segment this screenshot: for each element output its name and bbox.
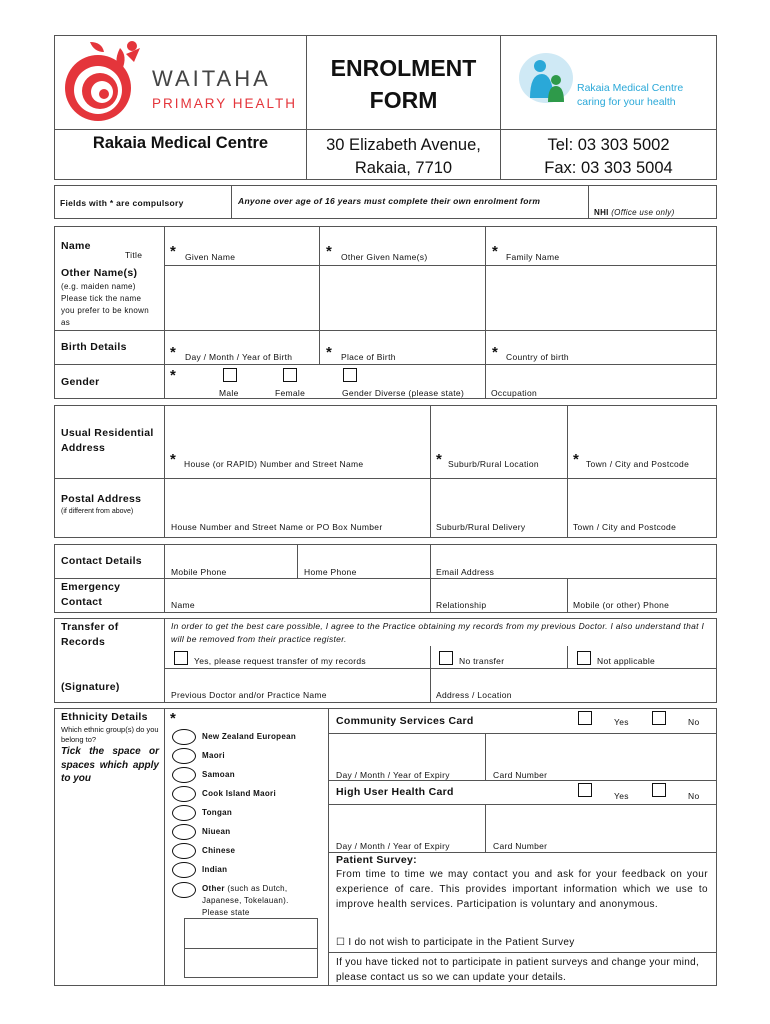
ethnicity-option-label: Maori [202,751,225,760]
address-line1: 30 Elizabeth Avenue, [326,136,481,154]
nhi-label: NHI [594,208,609,217]
gender-diverse-checkbox[interactable] [343,368,357,382]
ethnicity-option-label: New Zealand European [202,732,297,741]
csc-no-checkbox[interactable] [652,711,666,725]
huhc-number-field[interactable]: Card Number [493,841,548,851]
survey-optout-checkbox[interactable]: ☐ I do not wish to participate in the Patient Survey [336,937,575,948]
given-name-field[interactable]: Given Name [185,252,236,262]
huhc-yes-label: Yes [614,791,629,801]
previous-address-field[interactable]: Address / Location [436,690,512,700]
family-name-field[interactable]: Family Name [506,252,560,262]
nhi-field[interactable] [594,208,675,217]
transfer-na-label: Not applicable [597,656,656,666]
postal-address-note: (if different from above) [61,508,134,515]
emergency-name-field[interactable]: Name [171,600,195,610]
gender-label: Gender [61,376,100,388]
place-of-birth-field[interactable]: Place of Birth [341,352,396,362]
ethnicity-option-radio[interactable] [172,862,196,878]
practice-phone [501,134,716,180]
ethnicity-option-label: Cook Island Maori [202,789,276,798]
home-phone-field[interactable]: Home Phone [304,567,357,577]
waitaha-swirl-icon [60,38,150,126]
form-title-line1: ENROLMENT [330,55,477,81]
postal-suburb-field[interactable]: Suburb/Rural Delivery [436,522,526,532]
huhc-no-label: No [688,791,700,801]
ethnicity-option-radio[interactable] [172,824,196,840]
practice-address [307,134,500,180]
rakaia-logo-name: Rakaia Medical Centre [577,82,684,94]
ethnicity-option-label: Chinese [202,846,236,855]
name-label: Name [61,240,91,252]
survey-body: From time to time we may contact you and ask for your feedback on your experience of care. This provides important information which we use to improve health services. Participation is voluntary and anonymous. [336,869,708,910]
age-notice: Anyone over age of 16 years must complete their own enrolment form [238,196,541,206]
postal-town-field[interactable]: Town / City and Postcode [573,522,677,532]
relationship-field[interactable]: Relationship [436,600,487,610]
ethnicity-option-radio[interactable] [172,748,196,764]
female-label: Female [275,388,306,398]
form-title [307,52,500,116]
ethnicity-question: Which ethnic group(s) do you belong to? [61,725,159,744]
nhi-note: (Office use only) [611,208,675,217]
required-marker: * [170,367,176,384]
required-marker: * [436,451,442,468]
required-marker: * [170,451,176,468]
ethnicity-option-radio[interactable] [172,805,196,821]
transfer-statement: In order to get the best care possible, I agree to the Practice obtaining my records from my previous Doctor. I also understand that I will be removed from their practice register. [171,621,705,644]
house-street-field[interactable]: House (or RAPID) Number and Street Name [184,459,364,469]
required-marker: * [326,243,332,260]
csc-expiry-field[interactable]: Day / Month / Year of Expiry [336,770,450,780]
required-marker: * [573,451,579,468]
ethnicity-option-radio[interactable] [172,786,196,802]
ethnicity-option-label: Tongan [202,808,233,817]
huhc-no-checkbox[interactable] [652,783,666,797]
previous-doctor-field[interactable]: Previous Doctor and/or Practice Name [171,690,327,700]
dob-field[interactable]: Day / Month / Year of Birth [185,352,293,362]
waitaha-subtitle: PRIMARY HEALTH [152,96,298,111]
suburb-field[interactable]: Suburb/Rural Location [448,459,539,469]
csc-yes-checkbox[interactable] [578,711,592,725]
mobile-phone-field[interactable]: Mobile Phone [171,567,227,577]
other-given-name-field[interactable]: Other Given Name(s) [341,252,428,262]
transfer-no-label: No transfer [459,656,505,666]
other-note: (such as Dutch, Japanese, Tokelauan). Please state [202,884,289,917]
csc-number-field[interactable]: Card Number [493,770,548,780]
title-field[interactable]: Title [125,250,143,260]
address-line2: Rakaia, 7710 [354,159,453,177]
contact-details-label: Contact Details [61,555,142,567]
male-label: Male [219,388,239,398]
required-marker: * [492,344,498,361]
required-marker: * [170,710,176,727]
community-services-card-label: Community Services Card [336,715,474,727]
ethnicity-option-radio[interactable] [172,729,196,745]
transfer-na-checkbox[interactable] [577,651,591,665]
fax: Fax: 03 303 5004 [544,159,673,177]
form-title-line2: FORM [369,87,438,113]
ethnicity-option-label: Samoan [202,770,235,779]
transfer-records-label: Transfer of Records [61,621,119,648]
required-marker: * [492,243,498,260]
ethnicity-label: Ethnicity Details [61,711,148,723]
huhc-expiry-field[interactable]: Day / Month / Year of Expiry [336,841,450,851]
country-of-birth-field[interactable]: Country of birth [506,352,569,362]
ethnicity-option-label: Indian [202,865,228,874]
occupation-field[interactable]: Occupation [491,388,537,398]
gender-female-checkbox[interactable] [283,368,297,382]
rakaia-logo [518,52,578,108]
other-names-label: Other Name(s) [61,267,138,279]
emergency-mobile-field[interactable]: Mobile (or other) Phone [573,600,670,610]
ethnicity-instruction: Tick the space or spaces which apply to you [61,746,159,784]
town-postcode-field[interactable]: Town / City and Postcode [586,459,690,469]
ethnicity-other-input[interactable] [184,918,318,978]
diverse-label: Gender Diverse (please state) [342,388,465,398]
postal-house-field[interactable]: House Number and Street Name or PO Box Number [171,522,383,532]
rakaia-logo-tagline: caring for your health [577,96,676,108]
tel: Tel: 03 303 5002 [547,136,670,154]
rakaia-family-icon [518,52,578,108]
practice-name: Rakaia Medical Centre [92,134,269,152]
survey-note: If you have ticked not to participate in patient surveys and change your mind, please contact us so we can update your details. [336,957,700,983]
survey-title: Patient Survey: [336,854,417,866]
csc-yes-label: Yes [614,717,629,727]
ethnicity-other-radio[interactable] [172,882,196,898]
waitaha-logo [60,38,150,126]
ethnicity-option-label: Niuean [202,827,231,836]
transfer-yes-label: Yes, please request transfer of my records [194,656,366,666]
transfer-yes-checkbox[interactable] [174,651,188,665]
compulsory-note: Fields with * are compulsory [60,198,184,208]
waitaha-name: WAITAHA [152,66,271,91]
ethnicity-option-radio[interactable] [172,767,196,783]
ethnicity-option-radio[interactable] [172,843,196,859]
ethnicity-other-label [202,883,314,919]
email-field[interactable]: Email Address [436,567,495,577]
high-user-health-card-label: High User Health Card [336,786,454,798]
other-names-note: (e.g. maiden name) Please tick the name you prefer to be known as [61,282,149,327]
emergency-contact-label: Emergency Contact [61,581,121,608]
postal-address-label: Postal Address [61,493,142,505]
other-bold: Other [202,884,225,893]
signature-field[interactable]: (Signature) [61,681,120,693]
required-marker: * [170,344,176,361]
birth-details-label: Birth Details [61,341,127,353]
transfer-no-checkbox[interactable] [439,651,453,665]
huhc-yes-checkbox[interactable] [578,783,592,797]
usual-address-label: Usual Residential Address [61,427,154,454]
required-marker: * [170,243,176,260]
gender-male-checkbox[interactable] [223,368,237,382]
csc-no-label: No [688,717,700,727]
required-marker: * [326,344,332,361]
